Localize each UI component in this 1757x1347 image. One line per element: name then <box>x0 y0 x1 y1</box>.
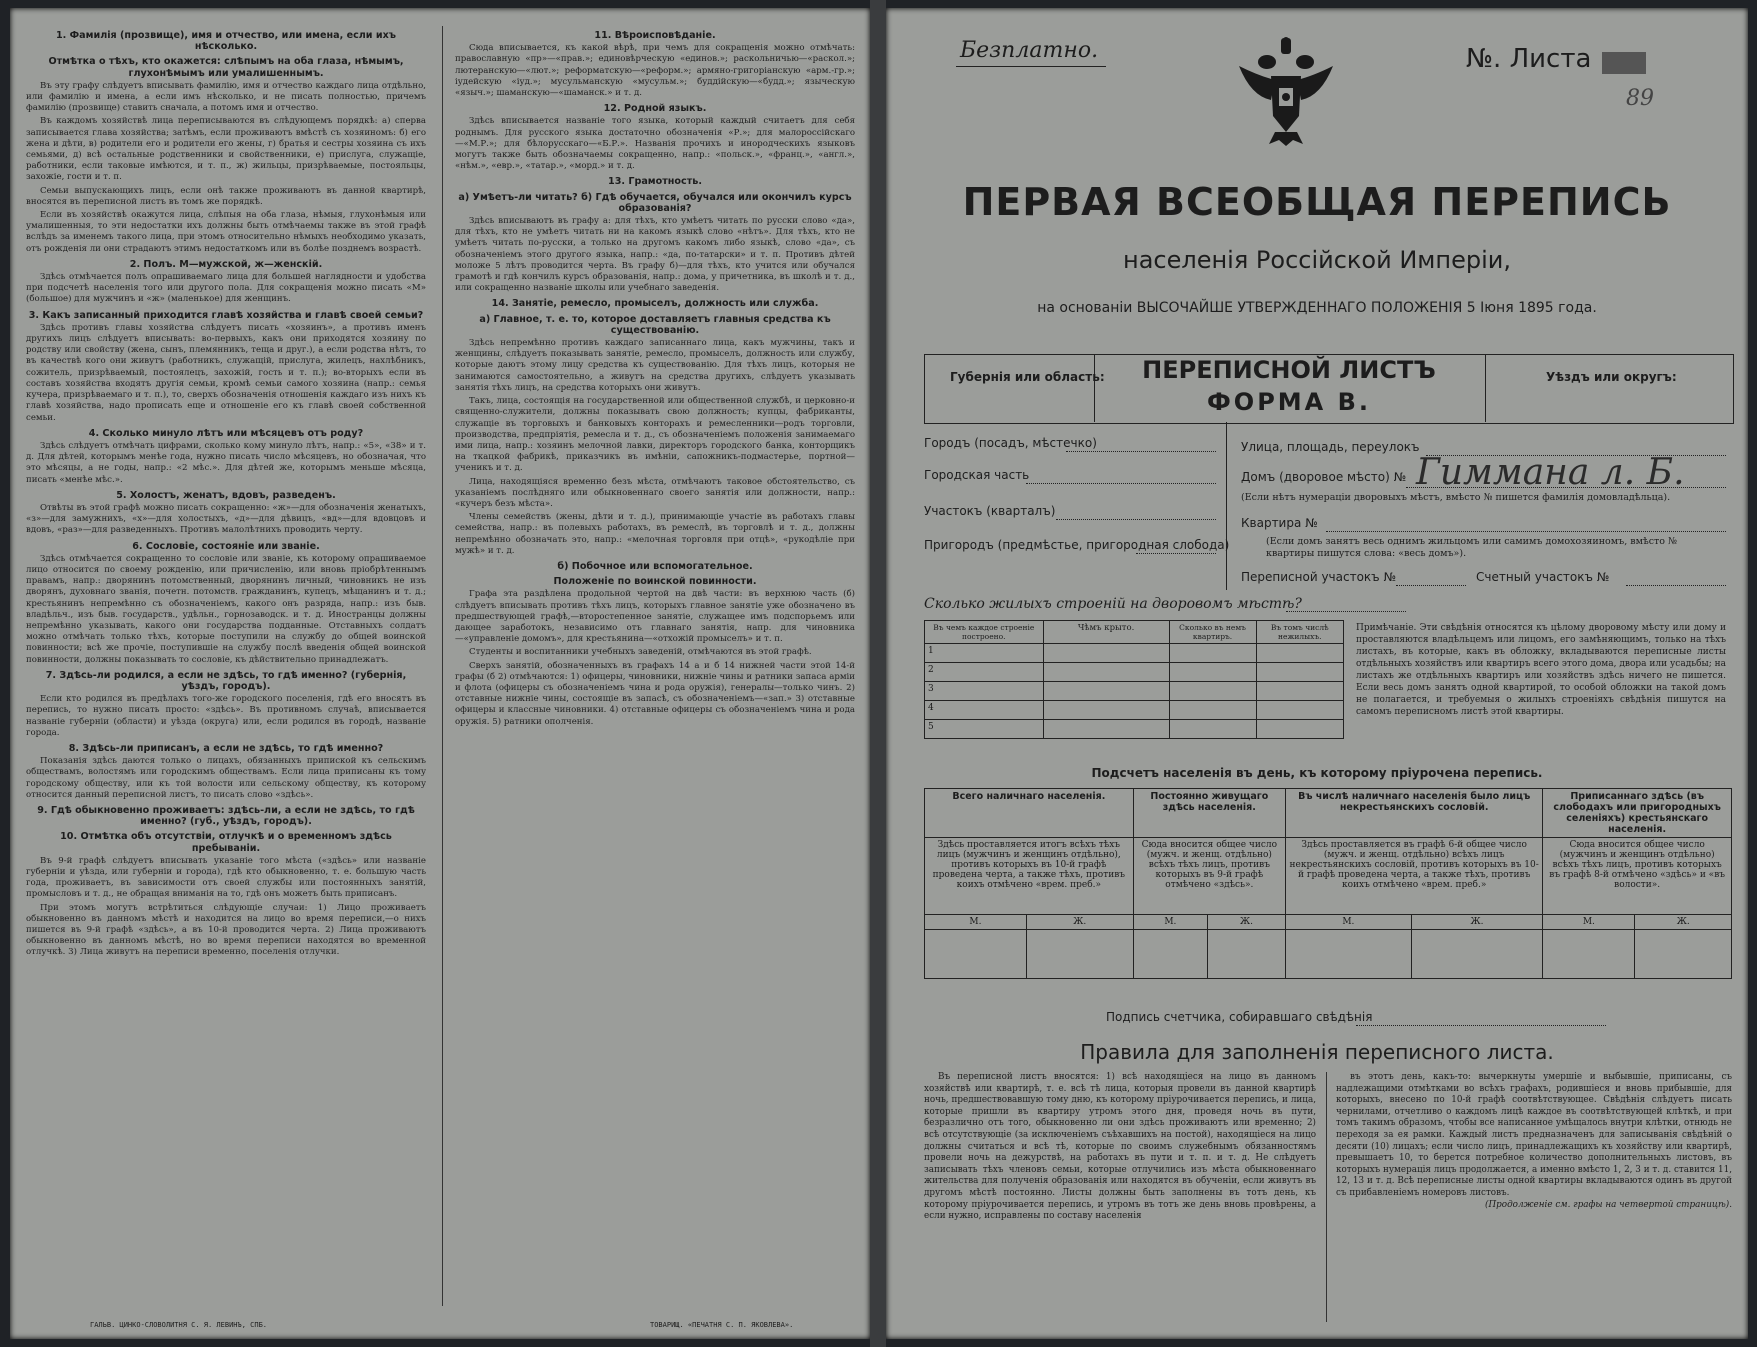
printer-imprint-left: ГАЛЬВ. ЦИНКО-СЛОВОЛИТНЯ С. Я. ЛЕВИНЪ, СПБ. <box>90 1321 268 1329</box>
instruction-paragraph: Лица, находящіяся временно безъ мѣста, отмѣчаютъ таковое обстоятельство, съ указаніемъ послѣдняго или обыкновеннаго своего занятія или должности, напр.: «кучеръ безъ мѣста». <box>455 476 855 509</box>
instruction-paragraph: Такъ, лица, состоящія на государственной или общественной службѣ, и церковно-и священно-служители, должны показывать свою должность; купцы, фабриканты, служащіе въ торговыхъ и банковыхъ конторахъ и ремесленники—родъ торговли, производства, предпріятія, ремесла и т. д., съ обозначеніемъ положенія занимаемаго ими лица, напр.: хозяинъ мелочной лавки, директоръ городского банка, конторщикъ на ткацкой фабрикѣ, приказчикъ въ имѣніи, сапожникъ-подмастерье, портной—ученикъ и т. д. <box>455 396 855 474</box>
apartment-note: (Если домъ занятъ весь однимъ жильцомъ или самимъ домохозяиномъ, вмѣсто № квартиры пишутся слова: «весь домъ»). <box>1266 536 1678 559</box>
form-variant: ФОРМА В. <box>1206 388 1371 416</box>
instruction-heading: 13. Грамотность. <box>608 176 702 188</box>
gubernia-label: Губернія или область: <box>950 370 1105 384</box>
city-label: Городъ (посадъ, мѣстечко) <box>924 436 1097 450</box>
female-column-header: Ж. <box>1411 915 1543 930</box>
instruction-paragraph: Семьи выпускающихъ лицъ, если онѣ также проживаютъ въ данной квартирѣ, вносятся въ переписной листъ въ томъ же порядкѣ. <box>26 185 426 207</box>
population-count-table <box>924 788 1732 979</box>
instruction-heading: 3. Какъ записанный приходится главѣ хозяйства и главѣ своей семьи? <box>28 309 424 321</box>
buildings-row-number: 2 <box>925 663 1044 682</box>
instruction-heading: 1. Фамилія (прозвище), имя и отчество, или имена, если ихъ нѣсколько. <box>56 30 396 53</box>
free-of-charge-label: Безплатно. <box>960 38 1099 63</box>
instruction-paragraph: Члены семействъ (жены, дѣти и т. д.), принимающіе участіе въ работахъ главы семейства, напр.: въ полевыхъ работахъ, въ ремеслѣ, въ торговлѣ и т. д., должны непремѣнно обозначать это, напр.: «мелочная торговля при отцѣ», «рукодѣліе при мужѣ» и т. д. <box>455 512 855 556</box>
instruction-paragraph: При этомъ могутъ встрѣтиться слѣдующіе случаи: 1) Лицо проживаетъ обыкновенно въ данномъ мѣстѣ и находится на лицо во время переписи,—о нихъ пишется въ 9-й графѣ «здѣсь», а въ 10-й проводится черта. 2) Лица проживаютъ обыкновенно въ данномъ мѣстѣ, но во время переписи находятся во временной отлучкѣ. 3) Лица живутъ на переписи временно, поселенія отлучки. <box>26 902 426 958</box>
buildings-cell <box>1169 720 1256 739</box>
city-part-field <box>1026 482 1216 484</box>
instructions-column-2 <box>455 26 855 730</box>
buildings-table-header <box>925 621 1344 644</box>
buildings-cell <box>1169 663 1256 682</box>
buildings-table-row <box>925 682 1344 701</box>
count-table-sex-row <box>925 915 1732 930</box>
male-column-header: М. <box>1286 915 1412 930</box>
archive-page-number: 89 <box>1626 86 1654 111</box>
city-part-label: Городская часть <box>924 468 1030 482</box>
form-title: ПЕРЕПИСНОЙ ЛИСТЪ <box>1142 356 1436 384</box>
buildings-cell <box>1169 644 1256 663</box>
buildings-header-material: Въ чемъ каждое строеніе построено. <box>925 621 1044 644</box>
uezd-label: Уѣздъ или округъ: <box>1546 370 1677 384</box>
instruction-heading: а) Главное, т. е. то, которое доставляетъ главныя средства къ существованію. <box>479 313 831 336</box>
column-divider <box>442 26 443 1306</box>
instruction-paragraph: Сюда вписывается, къ какой вѣрѣ, при чемъ для сокращенія можно отмѣчать: православную «пр»—«прав.»; единовѣрческую «единов.»; раскольничью—«раскол.»; лютеранскую—«лют.»; реформатскую—«реформ.»; армяно-григоріанскую «арм.-гр.»; іудейскую «іуд.»; мусульманскую «мусульм.»; буддійскую—«будд.»; языческую «языч.»; шаманскую—«шаманск.» и т. д. <box>455 43 855 99</box>
instruction-paragraph: Здѣсь вписывается названіе того языка, который каждый считаетъ для себя роднымъ. Для русского языка достаточно обозначенія «Р.»; для малороссійскаго—«М.Р.»; для бѣлорусскаго—«Б.Р.». Названія прочихъ и инородческихъ языковъ могутъ также быть обозначаемы сокращенно, напр.: «польск.», «франц.», «англ.», «нѣм.», «евр.», «татар.», «морд.» и т. д. <box>455 116 855 172</box>
buildings-table-row <box>925 720 1344 739</box>
male-column-header: М. <box>925 915 1027 930</box>
instruction-paragraph: Здѣсь отмѣчается полъ опрашиваемаго лица для большей наглядности и удобства при подсчетѣ населенія того или другого пола. Для сокращенія можно писать «М» (большое) для мужчинъ и «ж» (маленькое) для женщинъ. <box>26 272 426 305</box>
left-page <box>10 8 870 1339</box>
district-label: Участокъ (кварталъ) <box>924 504 1056 518</box>
instruction-paragraph: Показанія здѣсь даются только о лицахъ, обязанныхъ припиской къ сельскимъ обществамъ, волостямъ или городскимъ обществамъ. Если лица приписаны къ тому городскому обществу, или къ той волости или сельскому обществу, къ которому относится данный переписной листъ, то писать слово «здѣсь». <box>26 756 426 800</box>
instruction-paragraph: Сверхъ занятій, обозначенныхъ въ графахъ 14 а и б 14 нижней части этой 14-й графы (б 2) отмѣчаются: 1) офицеры, чиновники, нижніе чины и ратники запаса арміи и флота (офицеры съ обозначеніемъ чина и рода оружія), генералы—только чинъ. 2) отставные нижніе чины, состоящіе въ запасѣ, съ обозначеніемъ—«зап.» 3) отставные офицеры и классные чиновники. 4) отставные офицеры съ обозначеніемъ чина и рода оружія. 5) ратники ополченія. <box>455 660 855 727</box>
sheet-number-field <box>1602 52 1646 74</box>
female-column-header: Ж. <box>1208 915 1286 930</box>
city-field <box>1066 450 1216 452</box>
signature-field <box>1356 1024 1606 1026</box>
count-header-total: Всего наличнаго населенія. <box>925 789 1134 838</box>
rules-text-left: Въ переписной листъ вносятся: 1) всѣ находящіеся на лицо въ данномъ хозяйствѣ или квартирѣ, т. е. всѣ тѣ лица, которыя провели въ данной квартирѣ ночь, предшествовавшую тому дню, къ которому пріурочивается перепись, и лица, которые пришли въ квартиру утромъ этого дня, проведя ночь въ пути, безразлично отъ того, обыкновенно ли они здѣсь проживаютъ или временно; 2) всѣ отсутствующіе (за исключеніемъ съѣхавшихъ на постой), находящіеся на лицо должны считаться и всѣ тѣ, которые по своимъ служебнымъ обязанностямъ провели ночь на дежурствѣ, на работахъ въ пути и т. п. и т. д. Не слѣдуетъ записывать тѣхъ членовъ семьи, которые отлучились изъ мѣста обыкновеннаго жительства для полученія образованія или находятся въ обученіи, если живутъ въ другомъ мѣстѣ постоянно. Листы должны быть заполнены въ тотъ день, къ которому пріурочивается перепись, и утромъ въ тотъ же день вновь провѣрены, а если нужно, исправлены по составу населенія <box>924 1072 1316 1222</box>
buildings-note: Примѣчаніе. Эти свѣдѣнія относятся къ цѣлому дворовому мѣсту или дому и проставляются владѣльцемъ или лицомъ, его замѣняющимъ, только на тѣхъ листахъ, въ которые, какъ въ обложку, вкладываются переписные листы отдѣльныхъ хозяйствъ или квартиръ всего этого дома, двора или усадьбы; на листахъ же отдѣльныхъ квартиръ или хозяйствъ здѣсь ничего не пишется. Если весь домъ занятъ одной квартирой, то особой обложки на такой домъ не полагается, и требуемыя о жилыхъ строеніяхъ свѣдѣнія пишутся на самомъ переписномъ листѣ этой квартиры. <box>1356 623 1726 717</box>
count-desc-peasant: Сюда вносится общее число (мужчинъ и женщинъ отдѣльно) всѣхъ тѣхъ лицъ, противъ которыхъ въ графѣ 8-й отмѣчено «здѣсь» и «въ волости». <box>1543 838 1732 915</box>
instruction-paragraph: Если въ хозяйствѣ окажутся лица, слѣпыя на оба глаза, нѣмыя, глухонѣмыя или умалишенныя, то эти недостатки ихъ должны быть отмѣчаемы также въ этой графѣ вслѣдъ за именемъ такого лица, при этомъ относительно нѣмыхъ необходимо указать, отъ рожденія ли они страдаютъ этимъ недостаткомъ или въ болѣе позднемъ возрастѣ. <box>26 210 426 254</box>
buildings-header-apartments: Сколько въ немъ квартиръ. <box>1169 621 1256 644</box>
buildings-cell <box>1043 663 1169 682</box>
buildings-table <box>924 620 1344 739</box>
instruction-heading: 2. Полъ. М—мужской, ж—женскій. <box>129 258 323 270</box>
count-table-descriptions <box>925 838 1732 915</box>
header-underline <box>956 66 1106 67</box>
male-column-header: М. <box>1133 915 1207 930</box>
buildings-header-nonresidential: Въ томъ числѣ нежилыхъ. <box>1256 621 1343 644</box>
house-label: Домъ (дворовое мѣсто) № <box>1241 470 1407 484</box>
census-district-label: Переписной участокъ № <box>1241 570 1396 584</box>
buildings-cell <box>1256 663 1343 682</box>
buildings-row-number: 5 <box>925 720 1044 739</box>
buildings-cell <box>1043 701 1169 720</box>
suburb-field <box>1136 552 1216 554</box>
buildings-cell <box>1169 682 1256 701</box>
counting-district-label: Счетный участокъ № <box>1476 570 1610 584</box>
instruction-paragraph: Здѣсь вписываютъ въ графу а: для тѣхъ, кто умѣетъ читать по русски слово «да», для тѣхъ, кто не умѣетъ читать ни на какомъ языкѣ слово «нѣтъ». Для тѣхъ, кто не умѣетъ читать по-русски, а только на другомъ какомъ либо языкѣ, слово «да», съ обозначеніемъ этого другого языка, напр.: «да, по-татарски» и т. п. Противъ дѣтей моложе 5 лѣтъ проводится черта. Въ графу б)—для тѣхъ, кто учится или обучался грамотѣ и гдѣ кончилъ курсъ образованія, напр.: дома, у причетника, въ школѣ и т. д., или сокращенно названіе школы или учебнаго заведенія. <box>455 216 855 294</box>
printer-imprint-right: ТОВАРИЩ. «ПЕЧАТНЯ С. П. ЯКОВЛЕВА». <box>650 1321 794 1329</box>
count-value-cell <box>1208 930 1286 979</box>
continued-note: (Продолженіе см. графы на четвертой страницѣ). <box>1485 1199 1732 1210</box>
buildings-cell <box>1043 644 1169 663</box>
instruction-heading: б) Побочное или вспомогательное. <box>557 560 753 572</box>
instruction-paragraph: Графа эта раздѣлена продольной чертой на двѣ части: въ верхнюю часть (б) слѣдуетъ вписывать противъ тѣхъ лицъ, которыхъ главное занятіе уже обозначено въ предшествующей графѣ,—второстепенное занятіе, служащее имъ подспорьемъ или дающее заработокъ, независимо отъ главнаго занятія, напр. для чиновника—«управленіе домомъ», для крестьянина—«отхожій промыселъ» и т. п. <box>455 589 855 645</box>
instruction-heading: 5. Холостъ, женатъ, вдовъ, разведенъ. <box>116 489 336 501</box>
rules-divider <box>1326 1072 1327 1322</box>
instruction-paragraph: Отвѣты въ этой графѣ можно писать сокращенно: «ж»—для обозначенія женатыхъ, «з»—для замужнихъ, «х»—для холостыхъ, «д»—для дѣвицъ, «вд»—для вдовцовъ и вдовъ, «раз»—для разведенныхъ. Противъ малолѣтнихъ проводить черту. <box>26 502 426 536</box>
buildings-cell <box>1256 720 1343 739</box>
female-column-header: Ж. <box>1026 915 1133 930</box>
imperial-eagle-emblem <box>1231 36 1341 148</box>
count-table-header <box>925 789 1732 838</box>
instruction-paragraph: Въ 9-й графѣ слѣдуетъ вписывать указаніе того мѣста («здѣсь» или названіе губерніи и уѣзда, или губерніи и города), гдѣ кто обыкновенно, т. е. большую часть года, проживаетъ, въ зависимости отъ своей службы или постоянныхъ занятій, промысловъ и т. д., не обращая вниманія на то, гдѣ онъ можетъ быть приписанъ. <box>26 855 426 900</box>
instruction-paragraph: Здѣсь отмѣчается сокращенно то сословіе или званіе, къ которому опрашиваемое лицо относится по своему рожденію, или причисленію, или вновь пріобрѣтеннымъ правамъ, напр.: дворянинъ потомственный, дворянинъ личный, чиновникъ не изъ дворянъ, духовнаго званія, почетн. потомств. гражданинъ, купецъ, мѣщанинъ и т. д.; крестьянинъ непремѣнно съ обозначеніемъ, какого онъ разряда, напр.: изъ быв. владѣльч., изъ быв. государств., удѣльн., горнозаводск. и т. д. Иностранцы должны непремѣнно указывать, какого они государства подданные. Отставныхъ солдатъ можно отмѣчать только тѣхъ, которые поступили на службу до общей воинской повинности; всѣ же прочіе, поступившіе на службу послѣ введенія общей воинской повинности, должны показывать то сословіе, къ дѣйствительно принадлежатъ. <box>26 553 426 665</box>
female-column-header: Ж. <box>1635 915 1732 930</box>
instruction-paragraph: Въ каждомъ хозяйствѣ лица переписываются въ слѣдующемъ порядкѣ: а) сперва записывается глава хозяйства; затѣмъ, если проживаютъ вмѣстѣ съ хозяиномъ: б) его жена и дѣти, в) родители его и родители его жены, г) братья и сестры хозяина съ ихъ семьями, д) всѣ остальные родственники и свойственники, е) прислуга, служащіе, работники, если таковые имѣются, и т. п., ж) жильцы, призрѣваемые, постояльцы, захожіе, гости и т. п. <box>26 116 426 183</box>
instruction-paragraph: Здѣсь слѣдуетъ отмѣчать цифрами, сколько кому минуло лѣтъ, напр.: «5», «38» и т. д. Для дѣтей, которымъ менѣе года, нужно писать число мѣсяцевъ, но обозначая, что это мѣсяцы, а не годы, напр.: «2 мѣс.». Для дѣтей же, которымъ меньше мѣсяца, писать «менѣе мѣс.». <box>26 440 426 485</box>
count-value-cell <box>925 930 1027 979</box>
instructions-column-1 <box>26 26 426 961</box>
counting-district-field <box>1626 584 1726 586</box>
suburb-label: Пригородъ (предмѣстье, пригородная слобода) <box>924 538 1230 552</box>
sheet-number-label: №. Листа <box>1466 44 1592 74</box>
instruction-paragraph: Здѣсь противъ главы хозяйства слѣдуетъ писать «хозяинъ», а противъ именъ другихъ лицъ слѣдуетъ вписывать: во-первыхъ, какъ они приходятся хозяину по родству или свойству (жена, сынъ, племянникъ, теща и друг.), а если родства нѣтъ, то въ качествѣ кого они живутъ (работникъ, служащій, прислуга, жилецъ, нахлѣбникъ, сожитель, призрѣваемый, постоялецъ, захожій, гость и т. п.); во-вторыхъ если въ составъ хозяйства входятъ другія семьи, кромѣ семьи самого хозяина (напр.: семья кучера, призрѣваемаго и т. п.), то, сверхъ обозначенія отношенія каждаго изъ нихъ къ главѣ хозяйства, надо прописать еще и отношеніе его къ главѣ своей собственной семьи. <box>26 322 426 423</box>
buildings-cell <box>1256 682 1343 701</box>
buildings-cell <box>1169 701 1256 720</box>
instruction-paragraph: Здѣсь непремѣнно противъ каждаго записаннаго лица, какъ мужчины, такъ и женщины, слѣдуетъ показывать занятіе, ремесло, промыселъ, должность или службу, которые даютъ этому лицу средства къ существованію. Для тѣхъ лицъ, которыя не занимаются самостоятельно, а живутъ на средства другихъ, слѣдуетъ указывать занятія тѣхъ лицъ, на средства которыхъ они живутъ. <box>455 338 855 393</box>
buildings-cell <box>1043 720 1169 739</box>
apartment-label: Квартира № <box>1241 516 1318 530</box>
count-desc-total: Здѣсь проставляется итогъ всѣхъ тѣхъ лицъ (мужчинъ и женщинъ отдѣльно), противъ которыхъ въ 10-й графѣ проведена черта, а также тѣхъ, противъ коихъ отмѣчено «врем. преб.» <box>925 838 1134 915</box>
buildings-cell <box>1256 644 1343 663</box>
buildings-row-number: 3 <box>925 682 1044 701</box>
buildings-cell <box>1256 701 1343 720</box>
count-value-cell <box>1133 930 1207 979</box>
instruction-heading: 11. Вѣроисповѣданіе. <box>594 30 716 41</box>
male-column-header: М. <box>1543 915 1635 930</box>
rules-text-right: въ этотъ день, какъ-то: вычеркнуты умершіе и выбывшіе, приписаны, съ надлежащими отмѣтками во всѣхъ графахъ, родившіеся и вновь прибывшіе, для которыхъ, внесено по 10-й графѣ соотвѣтствующее. Свѣдѣнія слѣдуетъ писать чернилами, отчетливо о каждомъ лицѣ каждое въ соотвѣтствующей клѣткѣ, и при томъ такимъ образомъ, чтобы все написанное умѣщалось внутри клѣтки, отнюдь не переходя за ея рамки. Каждый листъ предназначенъ для записыванія свѣдѣній о десяти (10) лицахъ; если число лицъ, принадлежащихъ къ хозяйству или квартирѣ, превышаетъ 10, то берется потребное количество дополнительныхъ листовъ, въ которыхъ нумерація лицъ продолжается, а именно вмѣсто 1, 2, 3 и т. д. ставится 11, 12, 13 и т. д. Всѣ переписные листы одной квартиры вкладываются одинъ въ другой съ прибавленіемъ номеровъ листовъ. <box>1336 1072 1732 1198</box>
census-district-field <box>1396 584 1466 586</box>
buildings-table-row <box>925 644 1344 663</box>
instruction-heading: а) Умѣетъ-ли читать? б) Гдѣ обучается, обучался или окончилъ курсъ образованія? <box>458 191 852 214</box>
instruction-heading: 14. Занятіе, ремесло, промыселъ, должность или служба. <box>491 298 819 310</box>
instruction-paragraph: Въ эту графу слѣдуетъ вписывать фамилію, имя и отчество каждаго лица отдѣльно, или фамилію и имена, а если имъ нѣсколько, и не писать полностью, причемъ фамилію (прозвище) ставить сначала, а потомъ имя и отчество. <box>26 80 426 114</box>
count-table-value-row <box>925 930 1732 979</box>
instruction-heading: 8. Здѣсь-ли приписанъ, а если не здѣсь, то гдѣ именно? <box>68 742 384 754</box>
count-value-cell <box>1635 930 1732 979</box>
rules-column-2 <box>1336 1072 1732 1211</box>
right-page <box>886 8 1748 1339</box>
rules-title: Правила для заполненія переписного листа. <box>1080 1040 1554 1064</box>
rules-column-1 <box>924 1072 1316 1223</box>
count-header-permanent: Постоянно живущаго здѣсь населенія. <box>1133 789 1285 838</box>
instruction-heading: 10. Отмѣтка объ отсутствіи, отлучкѣ и о временномъ здѣсь пребываніи. <box>60 831 392 854</box>
instruction-paragraph: Если кто родился въ предѣлахъ того-же городского поселенія, гдѣ его вносятъ въ перепись, то нужно писать просто: «здѣсь». Въ противномъ случаѣ, вписывается названіе губерніи (области) и уѣзда (округа) или, если родился въ городѣ, названіе города. <box>26 694 426 738</box>
buildings-table-row <box>925 701 1344 720</box>
street-label: Улица, площадь, переулокъ <box>1241 440 1420 454</box>
buildings-row-number: 4 <box>925 701 1044 720</box>
apartment-field <box>1326 530 1726 532</box>
signature-label: Подпись счетчика, собиравшаго свѣдѣнія <box>1106 1010 1373 1024</box>
count-header-nonpeasant: Въ числѣ наличнаго населенія было лицъ некрестьянскихъ сословій. <box>1286 789 1543 838</box>
instruction-paragraph: Студенты и воспитанники учебныхъ заведеній, отмѣчаются въ этой графѣ. <box>469 647 812 658</box>
census-subtitle: населенія Россійской Имперіи, <box>1123 246 1511 274</box>
buildings-header-roof: Чѣмъ крыто. <box>1043 621 1169 644</box>
instruction-heading: 12. Родной языкъ. <box>603 103 707 115</box>
count-header-peasant: Приписаннаго здѣсь (въ слободахъ или пригородныхъ селеніяхъ) крестьянскаго населенія. <box>1543 789 1732 838</box>
buildings-cell <box>1043 682 1169 701</box>
district-field <box>1056 518 1216 520</box>
count-desc-permanent: Сюда вносится общее число (мужч. и женщ. отдѣльно) всѣхъ тѣхъ лицъ, противъ которыхъ въ 9-й графѣ отмѣчено «здѣсь». <box>1133 838 1285 915</box>
buildings-question: Сколько жилыхъ строеній на дворовомъ мѣстѣ? <box>924 596 1302 612</box>
address-divider <box>1226 422 1227 590</box>
population-count-title: Подсчетъ населенія въ день, къ которому пріурочена перепись. <box>1091 766 1543 780</box>
instruction-heading: 9. Гдѣ обыкновенно проживаетъ: здѣсь-ли, а если не здѣсь, то гдѣ именно? (губ., уѣздъ, городъ). <box>37 805 415 828</box>
instruction-heading: 4. Сколько минуло лѣтъ или мѣсяцевъ отъ роду? <box>88 427 364 439</box>
house-field <box>1406 486 1726 488</box>
house-handwritten-value: Гиммана л. Б. <box>1416 452 1685 493</box>
count-value-cell <box>1543 930 1635 979</box>
buildings-field <box>1286 610 1406 612</box>
book-gutter <box>870 0 886 1347</box>
count-desc-nonpeasant: Здѣсь проставляется въ графѣ 6-й общее число (мужч. и женщ. отдѣльно) всѣхъ лицъ некрестьянскихъ сословій, противъ которыхъ въ 10-й графѣ проведена черта, а также тѣхъ, противъ коихъ отмѣчено «врем. преб.» <box>1286 838 1543 915</box>
count-value-cell <box>1411 930 1543 979</box>
instruction-heading: Отмѣтка о тѣхъ, кто окажется: слѣпымъ на оба глаза, нѣмымъ, глухонѣмымъ или умалишеннымъ. <box>48 56 404 79</box>
census-legal-basis: на основаніи ВЫСОЧАЙШЕ УТВЕРЖДЕННАГО ПОЛОЖЕНІЯ 5 Іюня 1895 года. <box>1037 300 1597 316</box>
buildings-table-row <box>925 663 1344 682</box>
buildings-row-number: 1 <box>925 644 1044 663</box>
count-value-cell <box>1286 930 1412 979</box>
instruction-heading: 6. Сословіе, состояніе или званіе. <box>132 540 320 552</box>
count-value-cell <box>1026 930 1133 979</box>
instruction-heading: Положеніе по воинской повинности. <box>553 576 757 588</box>
instruction-heading: 7. Здѣсь-ли родился, а если не здѣсь, то гдѣ именно? (губернія, уѣздъ, городъ). <box>45 669 407 692</box>
census-title: ПЕРВАЯ ВСЕОБЩАЯ ПЕРЕПИСЬ <box>962 180 1672 224</box>
house-note: (Если нѣтъ нумераціи дворовыхъ мѣстъ, вмѣсто № пишется фамилія домовладѣльца). <box>1241 492 1671 503</box>
